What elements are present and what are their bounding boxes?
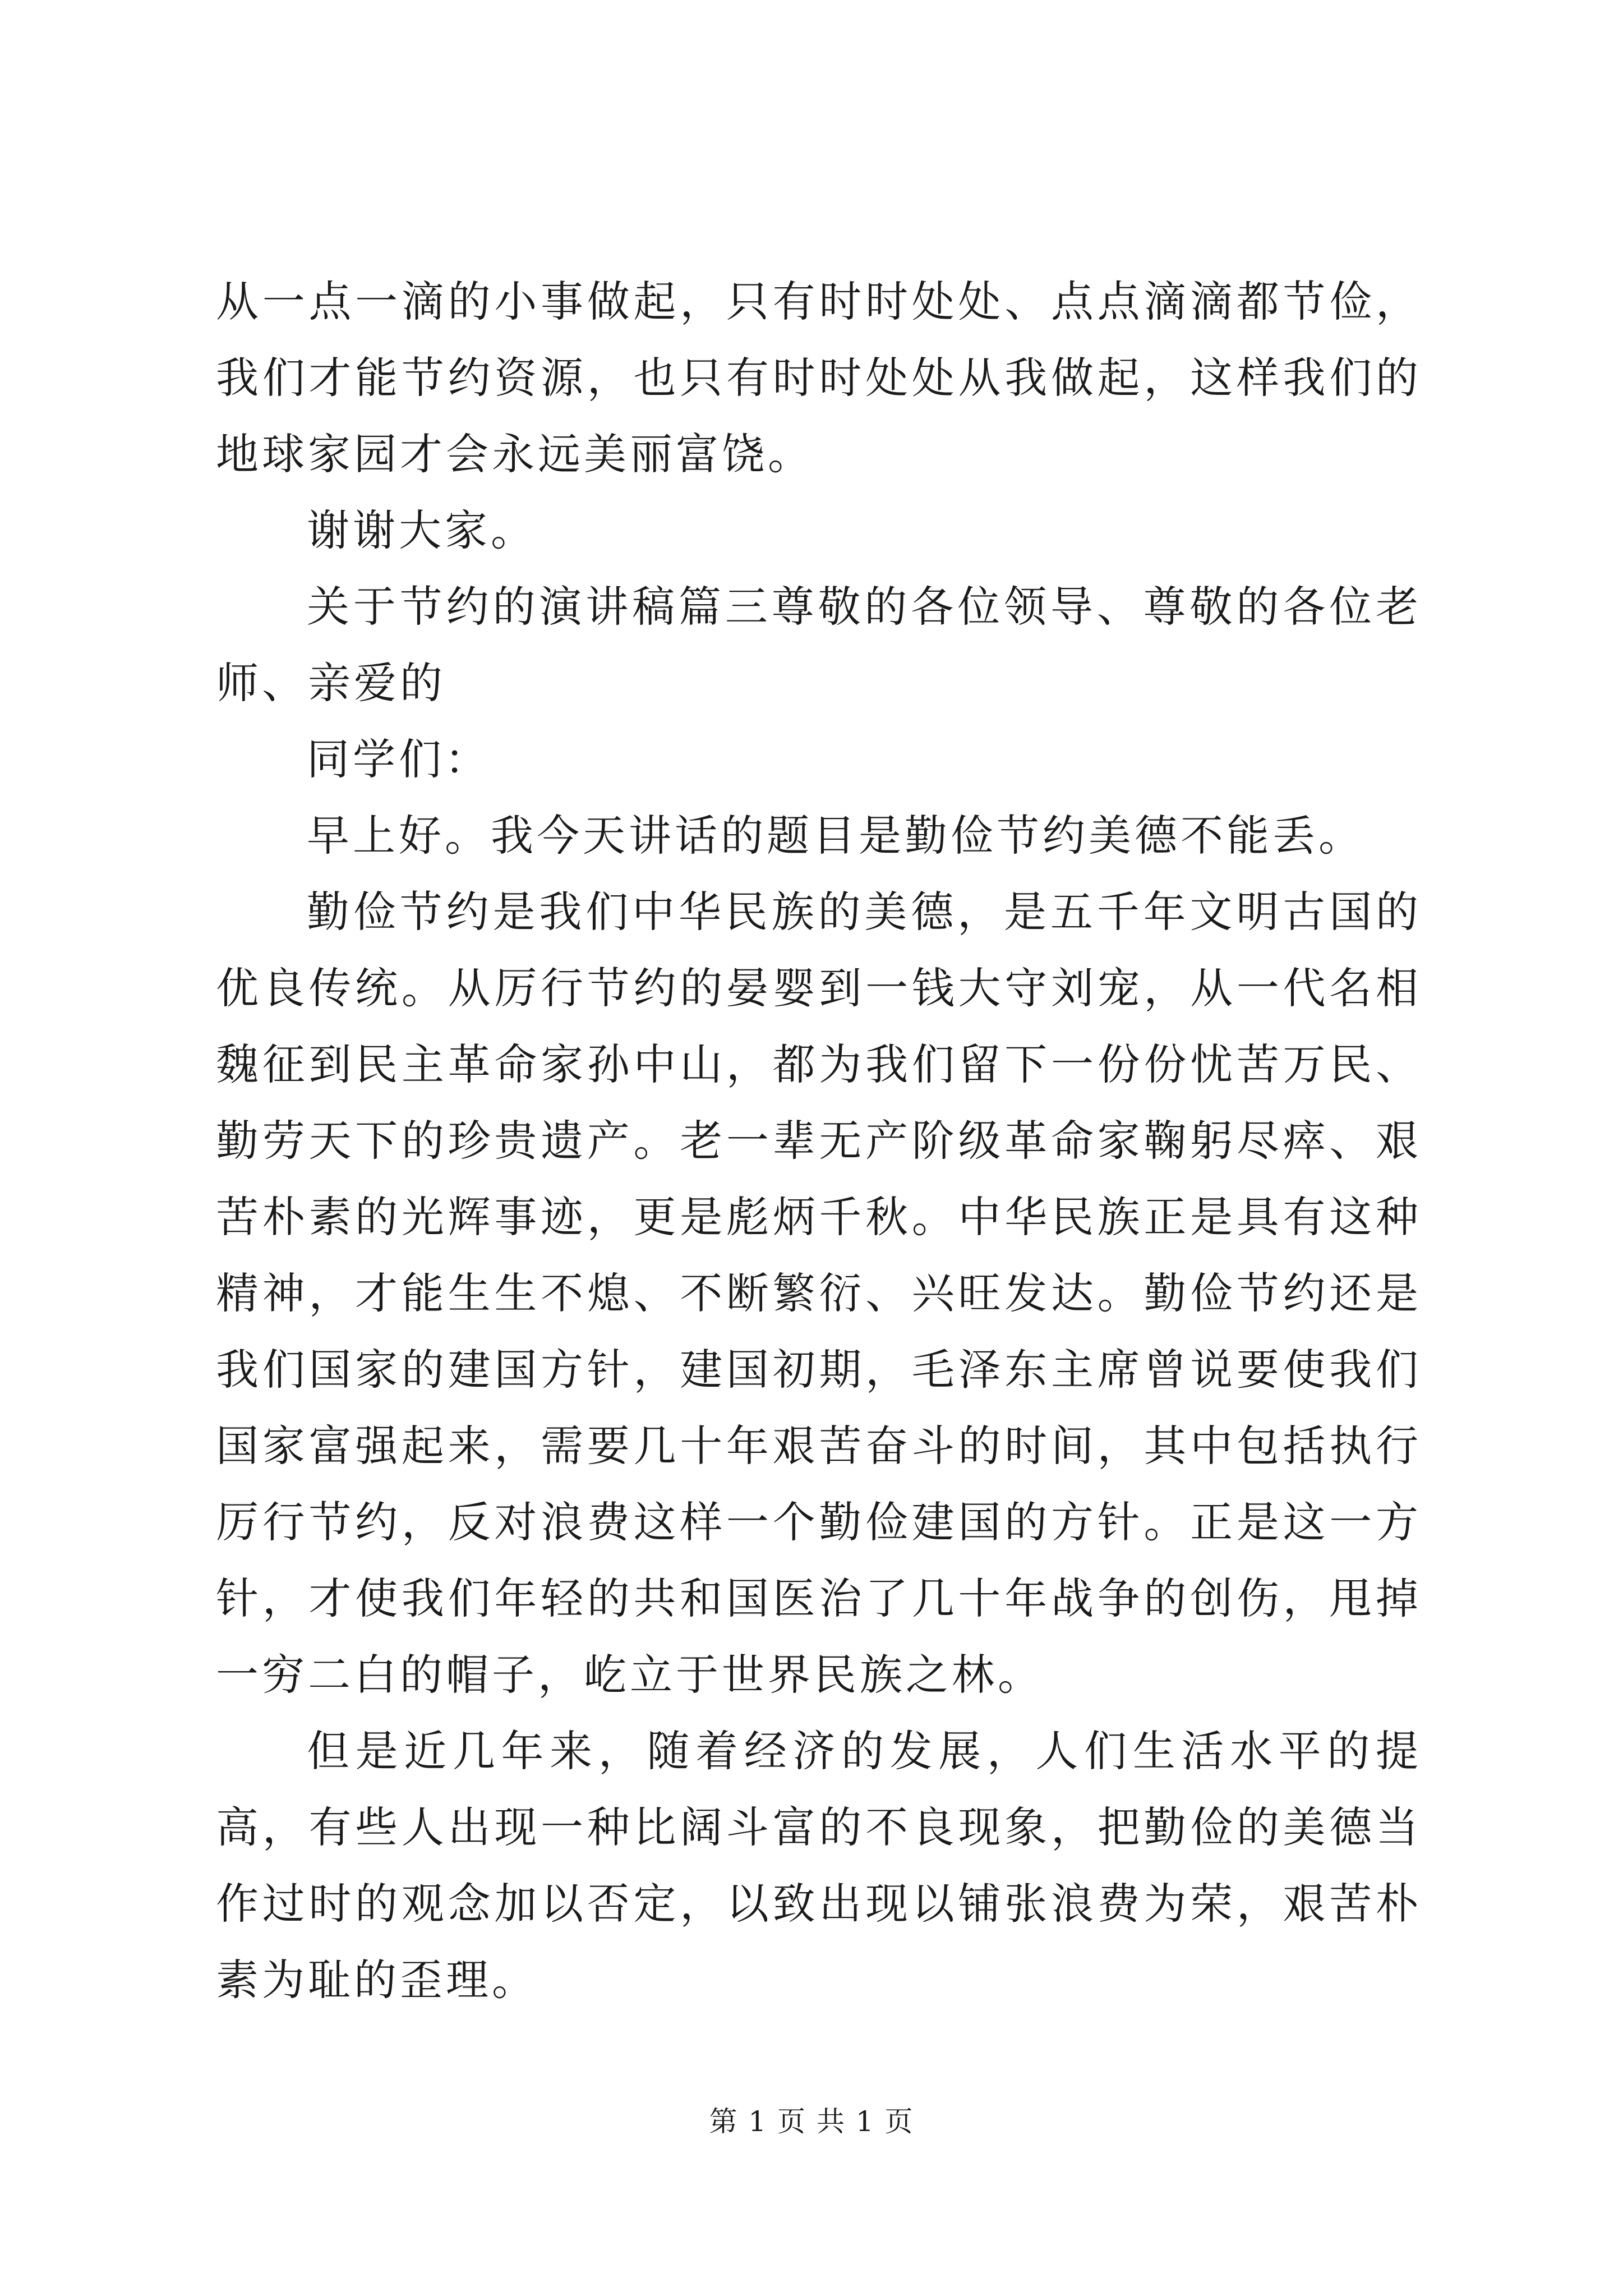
paragraph-continuation: 从一点一滴的小事做起，只有时时处处、点点滴滴都节俭，我们才能节约资源，也只有时时处处从我做起，这样我们的地球家园才会永远美丽富饶。 [216, 277, 1422, 479]
document-body [216, 264, 1422, 2018]
paragraph-thanks: 谢谢大家。 [307, 505, 537, 555]
paragraph-greeting: 早上好。我今天讲话的题目是勤俭节约美德不能丢。 [307, 811, 1364, 861]
paragraph-speech-title: 关于节约的演讲稿篇三尊敬的各位领导、尊敬的各位老师、亲爱的 [216, 582, 1422, 708]
paragraph-salutation: 同学们： [307, 734, 491, 784]
paragraph-recent-years: 但是近几年来，随着经济的发展，人们生活水平的提高，有些人出现一种比阔斗富的不良现象，把勤俭的美德当作过时的观念加以否定，以致出现以铺张浪费为荣，艰苦朴素为耻的歪理。 [216, 1726, 1422, 2005]
paragraph-tradition: 勤俭节约是我们中华民族的美德，是五千年文明古国的优良传统。从厉行节约的晏婴到一钱大守刘宠，从一代名相魏征到民主革命家孙中山，都为我们留下一份份忧苦万民、勤劳天下的珍贵遗产。老一辈无产阶级革命家鞠躬尽瘁、艰苦朴素的光辉事迹，更是彪炳千秋。中华民族正是具有这种精神，才能生生不熄、不断繁衍、兴旺发达。勤俭节约还是我们国家的建国方针，建国初期，毛泽东主席曾说要使我们国家富强起来，需要几十年艰苦奋斗的时间，其中包括执行厉行节约，反对浪费这样一个勤俭建国的方针。正是这一方针，才使我们年轻的共和国医治了几十年战争的创伤，甩掉一穷二白的帽子，屹立于世界民族之林。 [216, 887, 1422, 1700]
page-footer: 第 1 页 共 1 页 [709, 2105, 914, 2138]
